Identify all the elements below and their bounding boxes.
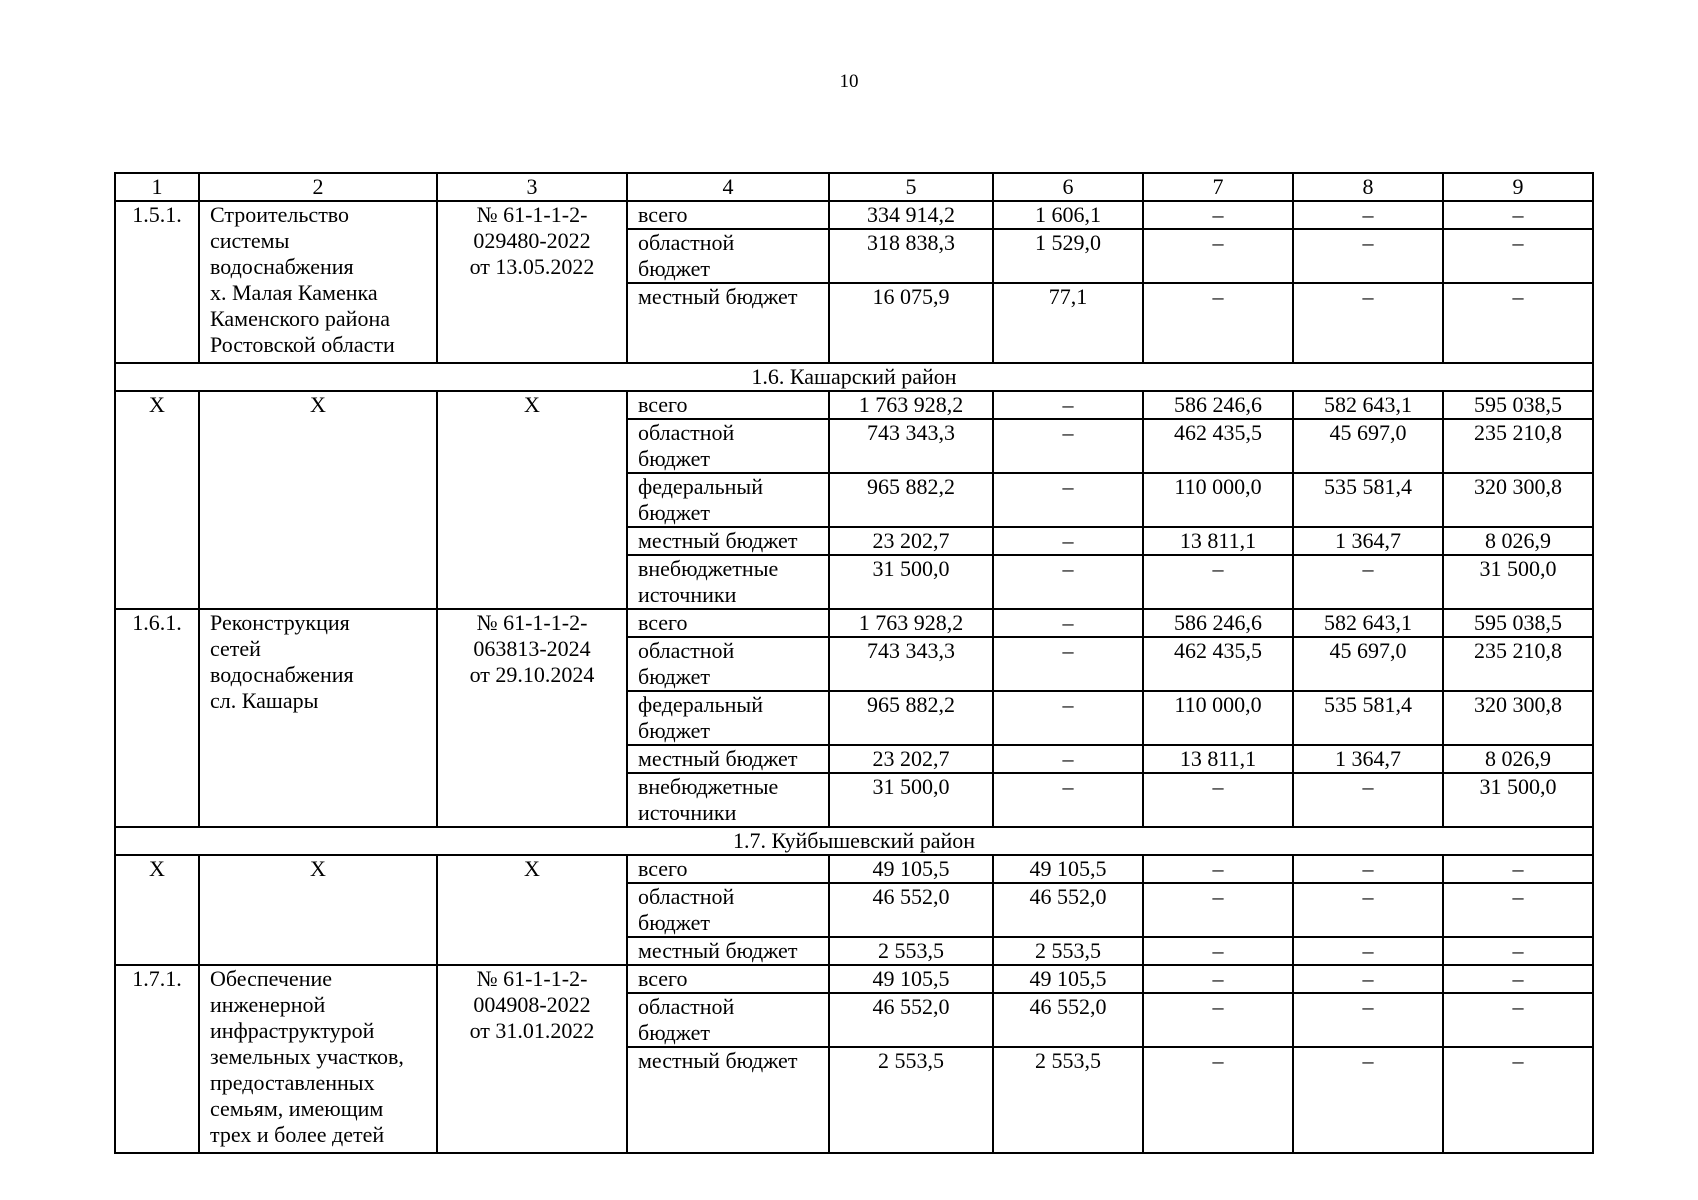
value-cell: – xyxy=(993,473,1143,527)
value-cell: 46 552,0 xyxy=(993,993,1143,1047)
value-cell: – xyxy=(1143,1047,1293,1153)
value-cell: – xyxy=(1443,993,1593,1047)
value-cell: 46 552,0 xyxy=(993,883,1143,937)
funding-source: местный бюджет xyxy=(627,527,829,555)
value-cell: – xyxy=(1143,555,1293,609)
value-cell: 8 026,9 xyxy=(1443,527,1593,555)
value-cell: – xyxy=(993,609,1143,637)
funding-source: внебюджетные источники xyxy=(627,773,829,827)
table-row xyxy=(115,609,1593,637)
table-row xyxy=(115,855,1593,883)
funding-source: местный бюджет xyxy=(627,283,829,363)
value-cell: 31 500,0 xyxy=(1443,555,1593,609)
funding-source: областной бюджет xyxy=(627,993,829,1047)
value-cell: 965 882,2 xyxy=(829,473,993,527)
budget-table xyxy=(114,172,1594,1154)
value-cell: 743 343,3 xyxy=(829,637,993,691)
value-cell: 46 552,0 xyxy=(829,993,993,1047)
value-cell: – xyxy=(1143,201,1293,229)
value-cell: 1 763 928,2 xyxy=(829,609,993,637)
value-cell: – xyxy=(1293,937,1443,965)
item-document: Х xyxy=(437,855,627,965)
value-cell: 8 026,9 xyxy=(1443,745,1593,773)
value-cell: – xyxy=(1293,1047,1443,1153)
funding-source: областной бюджет xyxy=(627,883,829,937)
value-cell: 16 075,9 xyxy=(829,283,993,363)
value-cell: – xyxy=(1143,937,1293,965)
item-document: № 61-1-1-2- 063813-2024 от 29.10.2024 xyxy=(437,609,627,827)
value-cell: – xyxy=(1293,993,1443,1047)
value-cell: 235 210,8 xyxy=(1443,419,1593,473)
value-cell: 23 202,7 xyxy=(829,527,993,555)
value-cell: 1 529,0 xyxy=(993,229,1143,283)
value-cell: – xyxy=(1443,937,1593,965)
value-cell: – xyxy=(1293,555,1443,609)
value-cell: – xyxy=(993,637,1143,691)
value-cell: – xyxy=(993,555,1143,609)
value-cell: 45 697,0 xyxy=(1293,637,1443,691)
funding-source: федеральный бюджет xyxy=(627,691,829,745)
value-cell: – xyxy=(1143,855,1293,883)
section-row xyxy=(115,827,1593,855)
value-cell: 334 914,2 xyxy=(829,201,993,229)
column-number-6: 6 xyxy=(993,173,1143,201)
value-cell: 586 246,6 xyxy=(1143,391,1293,419)
value-cell: – xyxy=(1293,229,1443,283)
value-cell: 49 105,5 xyxy=(993,965,1143,993)
value-cell: – xyxy=(1293,965,1443,993)
value-cell: – xyxy=(1143,773,1293,827)
funding-source: всего xyxy=(627,391,829,419)
value-cell: – xyxy=(1293,883,1443,937)
value-cell: 77,1 xyxy=(993,283,1143,363)
value-cell: 2 553,5 xyxy=(993,937,1143,965)
value-cell: – xyxy=(993,691,1143,745)
item-name: Реконструкция сетей водоснабжения сл. Кашары xyxy=(199,609,437,827)
item-number: 1.6.1. xyxy=(115,609,199,827)
table-row xyxy=(115,965,1593,993)
value-cell: 595 038,5 xyxy=(1443,391,1593,419)
value-cell: 320 300,8 xyxy=(1443,473,1593,527)
value-cell: 743 343,3 xyxy=(829,419,993,473)
funding-source: местный бюджет xyxy=(627,1047,829,1153)
value-cell: 586 246,6 xyxy=(1143,609,1293,637)
value-cell: 49 105,5 xyxy=(829,855,993,883)
item-name: Х xyxy=(199,855,437,965)
value-cell: 535 581,4 xyxy=(1293,473,1443,527)
value-cell: 595 038,5 xyxy=(1443,609,1593,637)
value-cell: 49 105,5 xyxy=(829,965,993,993)
item-name: Обеспечение инженерной инфраструктурой земельных участков, предоставленных семьям, имеющим трех и более детей xyxy=(199,965,437,1153)
section-title: 1.6. Кашарский район xyxy=(115,363,1593,391)
funding-source: областной бюджет xyxy=(627,637,829,691)
value-cell: – xyxy=(1293,773,1443,827)
funding-source: всего xyxy=(627,855,829,883)
value-cell: – xyxy=(993,745,1143,773)
funding-source: всего xyxy=(627,609,829,637)
value-cell: 1 364,7 xyxy=(1293,527,1443,555)
column-number-1: 1 xyxy=(115,173,199,201)
value-cell: 13 811,1 xyxy=(1143,527,1293,555)
funding-source: местный бюджет xyxy=(627,745,829,773)
item-number: Х xyxy=(115,855,199,965)
value-cell: – xyxy=(1143,993,1293,1047)
value-cell: 23 202,7 xyxy=(829,745,993,773)
item-document: № 61-1-1-2- 029480-2022 от 13.05.2022 xyxy=(437,201,627,363)
value-cell: – xyxy=(1443,883,1593,937)
value-cell: 535 581,4 xyxy=(1293,691,1443,745)
column-number-5: 5 xyxy=(829,173,993,201)
value-cell: – xyxy=(1443,965,1593,993)
value-cell: 1 763 928,2 xyxy=(829,391,993,419)
section-title: 1.7. Куйбышевский район xyxy=(115,827,1593,855)
column-number-8: 8 xyxy=(1293,173,1443,201)
value-cell: 582 643,1 xyxy=(1293,391,1443,419)
value-cell: 110 000,0 xyxy=(1143,691,1293,745)
value-cell: 49 105,5 xyxy=(993,855,1143,883)
value-cell: – xyxy=(1443,229,1593,283)
column-number-2: 2 xyxy=(199,173,437,201)
value-cell: 462 435,5 xyxy=(1143,419,1293,473)
value-cell: 2 553,5 xyxy=(829,1047,993,1153)
value-cell: – xyxy=(1143,965,1293,993)
value-cell: – xyxy=(993,527,1143,555)
value-cell: 13 811,1 xyxy=(1143,745,1293,773)
item-number: 1.5.1. xyxy=(115,201,199,363)
value-cell: 31 500,0 xyxy=(829,555,993,609)
value-cell: 31 500,0 xyxy=(1443,773,1593,827)
value-cell: 462 435,5 xyxy=(1143,637,1293,691)
value-cell: 235 210,8 xyxy=(1443,637,1593,691)
value-cell: 110 000,0 xyxy=(1143,473,1293,527)
value-cell: – xyxy=(1293,283,1443,363)
value-cell: – xyxy=(1443,1047,1593,1153)
value-cell: 46 552,0 xyxy=(829,883,993,937)
funding-source: местный бюджет xyxy=(627,937,829,965)
value-cell: – xyxy=(1143,283,1293,363)
funding-source: всего xyxy=(627,201,829,229)
table-row xyxy=(115,391,1593,419)
value-cell: 45 697,0 xyxy=(1293,419,1443,473)
item-document: Х xyxy=(437,391,627,609)
table-header-row xyxy=(115,173,1593,201)
value-cell: – xyxy=(1443,855,1593,883)
value-cell: – xyxy=(1293,201,1443,229)
item-document: № 61-1-1-2- 004908-2022 от 31.01.2022 xyxy=(437,965,627,1153)
value-cell: – xyxy=(993,419,1143,473)
value-cell: 582 643,1 xyxy=(1293,609,1443,637)
value-cell: – xyxy=(993,773,1143,827)
column-number-4: 4 xyxy=(627,173,829,201)
funding-source: областной бюджет xyxy=(627,229,829,283)
item-name: Х xyxy=(199,391,437,609)
page-number: 10 xyxy=(839,71,859,92)
funding-source: областной бюджет xyxy=(627,419,829,473)
value-cell: – xyxy=(1443,283,1593,363)
funding-source: федеральный бюджет xyxy=(627,473,829,527)
column-number-9: 9 xyxy=(1443,173,1593,201)
value-cell: 2 553,5 xyxy=(829,937,993,965)
value-cell: – xyxy=(1143,883,1293,937)
value-cell: – xyxy=(993,391,1143,419)
value-cell: 1 606,1 xyxy=(993,201,1143,229)
column-number-3: 3 xyxy=(437,173,627,201)
item-number: 1.7.1. xyxy=(115,965,199,1153)
value-cell: 318 838,3 xyxy=(829,229,993,283)
value-cell: 965 882,2 xyxy=(829,691,993,745)
column-number-7: 7 xyxy=(1143,173,1293,201)
section-row xyxy=(115,363,1593,391)
table-row xyxy=(115,201,1593,229)
item-number: Х xyxy=(115,391,199,609)
value-cell: 1 364,7 xyxy=(1293,745,1443,773)
value-cell: – xyxy=(1443,201,1593,229)
item-name: Строительство системы водоснабжения х. Малая Каменка Каменского района Ростовской области xyxy=(199,201,437,363)
value-cell: 320 300,8 xyxy=(1443,691,1593,745)
value-cell: – xyxy=(1293,855,1443,883)
value-cell: 2 553,5 xyxy=(993,1047,1143,1153)
value-cell: – xyxy=(1143,229,1293,283)
value-cell: 31 500,0 xyxy=(829,773,993,827)
funding-source: внебюджетные источники xyxy=(627,555,829,609)
funding-source: всего xyxy=(627,965,829,993)
